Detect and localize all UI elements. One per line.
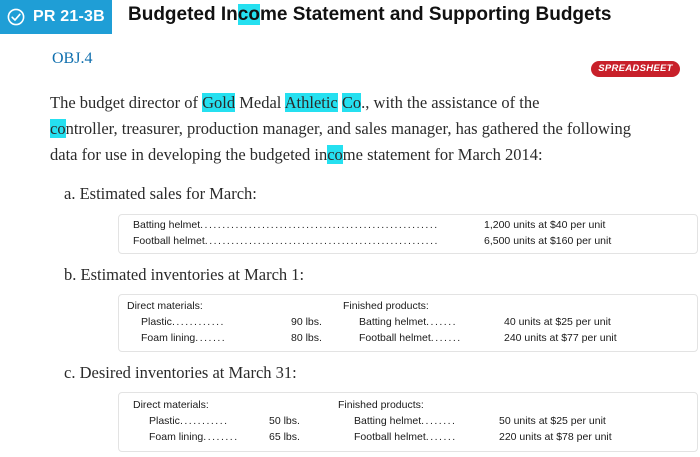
intro-paragraph xyxy=(50,90,690,168)
direct-materials-heading: Direct materials: xyxy=(133,399,209,411)
table-cell: 1,200 units at $40 per unit xyxy=(484,219,606,231)
table-cell: 90 lbs. xyxy=(291,316,322,328)
spreadsheet-badge: SPREADSHEET xyxy=(591,61,680,77)
table-row: Football helmet..................................................... xyxy=(133,235,439,247)
table-cell: 80 lbs. xyxy=(291,332,322,344)
sales-table xyxy=(118,214,698,254)
direct-materials-heading: Direct materials: xyxy=(127,300,203,312)
table-cell: 50 lbs. xyxy=(269,415,300,427)
objective-label: OBJ.4 xyxy=(52,50,93,67)
ending-inventory-table xyxy=(118,392,698,452)
table-row: Plastic........... xyxy=(149,415,229,427)
table-row: Batting helmet...................................................... xyxy=(133,219,439,231)
beginning-inventory-table xyxy=(118,294,698,352)
table-cell: 6,500 units at $160 per unit xyxy=(484,235,612,247)
intro-line-2: controller, treasurer, production manager, and sales manager, has gathered the following xyxy=(50,119,632,138)
table-cell: 220 units at $78 per unit xyxy=(499,431,612,443)
table-row: Plastic............ xyxy=(141,316,225,328)
table-row: Football helmet....... xyxy=(359,332,462,344)
table-row: Foam lining....... xyxy=(141,332,227,344)
section-b-heading: b. Estimated inventories at March 1: xyxy=(64,265,305,284)
check-circle-icon xyxy=(7,8,25,26)
page-title: Budgeted Income Statement and Supporting Budgets xyxy=(128,4,612,25)
problem-id: PR 21-3B xyxy=(33,8,105,25)
table-row: Foam lining........ xyxy=(149,431,239,443)
intro-line-3: data for use in developing the budgeted income statement for March 2014: xyxy=(50,145,543,164)
table-row: Batting helmet........ xyxy=(354,415,457,427)
finished-products-heading: Finished products: xyxy=(343,300,429,312)
table-cell: 65 lbs. xyxy=(269,431,300,443)
section-a-heading: a. Estimated sales for March: xyxy=(64,184,257,203)
intro-line-1: The budget director of Gold Medal Athletic Co., with the assistance of the xyxy=(50,93,540,112)
problem-badge xyxy=(0,0,112,34)
section-c-heading: c. Desired inventories at March 31: xyxy=(64,363,297,382)
table-row: Football helmet....... xyxy=(354,431,457,443)
table-cell: 40 units at $25 per unit xyxy=(504,316,611,328)
table-cell: 240 units at $77 per unit xyxy=(504,332,617,344)
finished-products-heading: Finished products: xyxy=(338,399,424,411)
table-cell: 50 units at $25 per unit xyxy=(499,415,606,427)
table-row: Batting helmet....... xyxy=(359,316,458,328)
